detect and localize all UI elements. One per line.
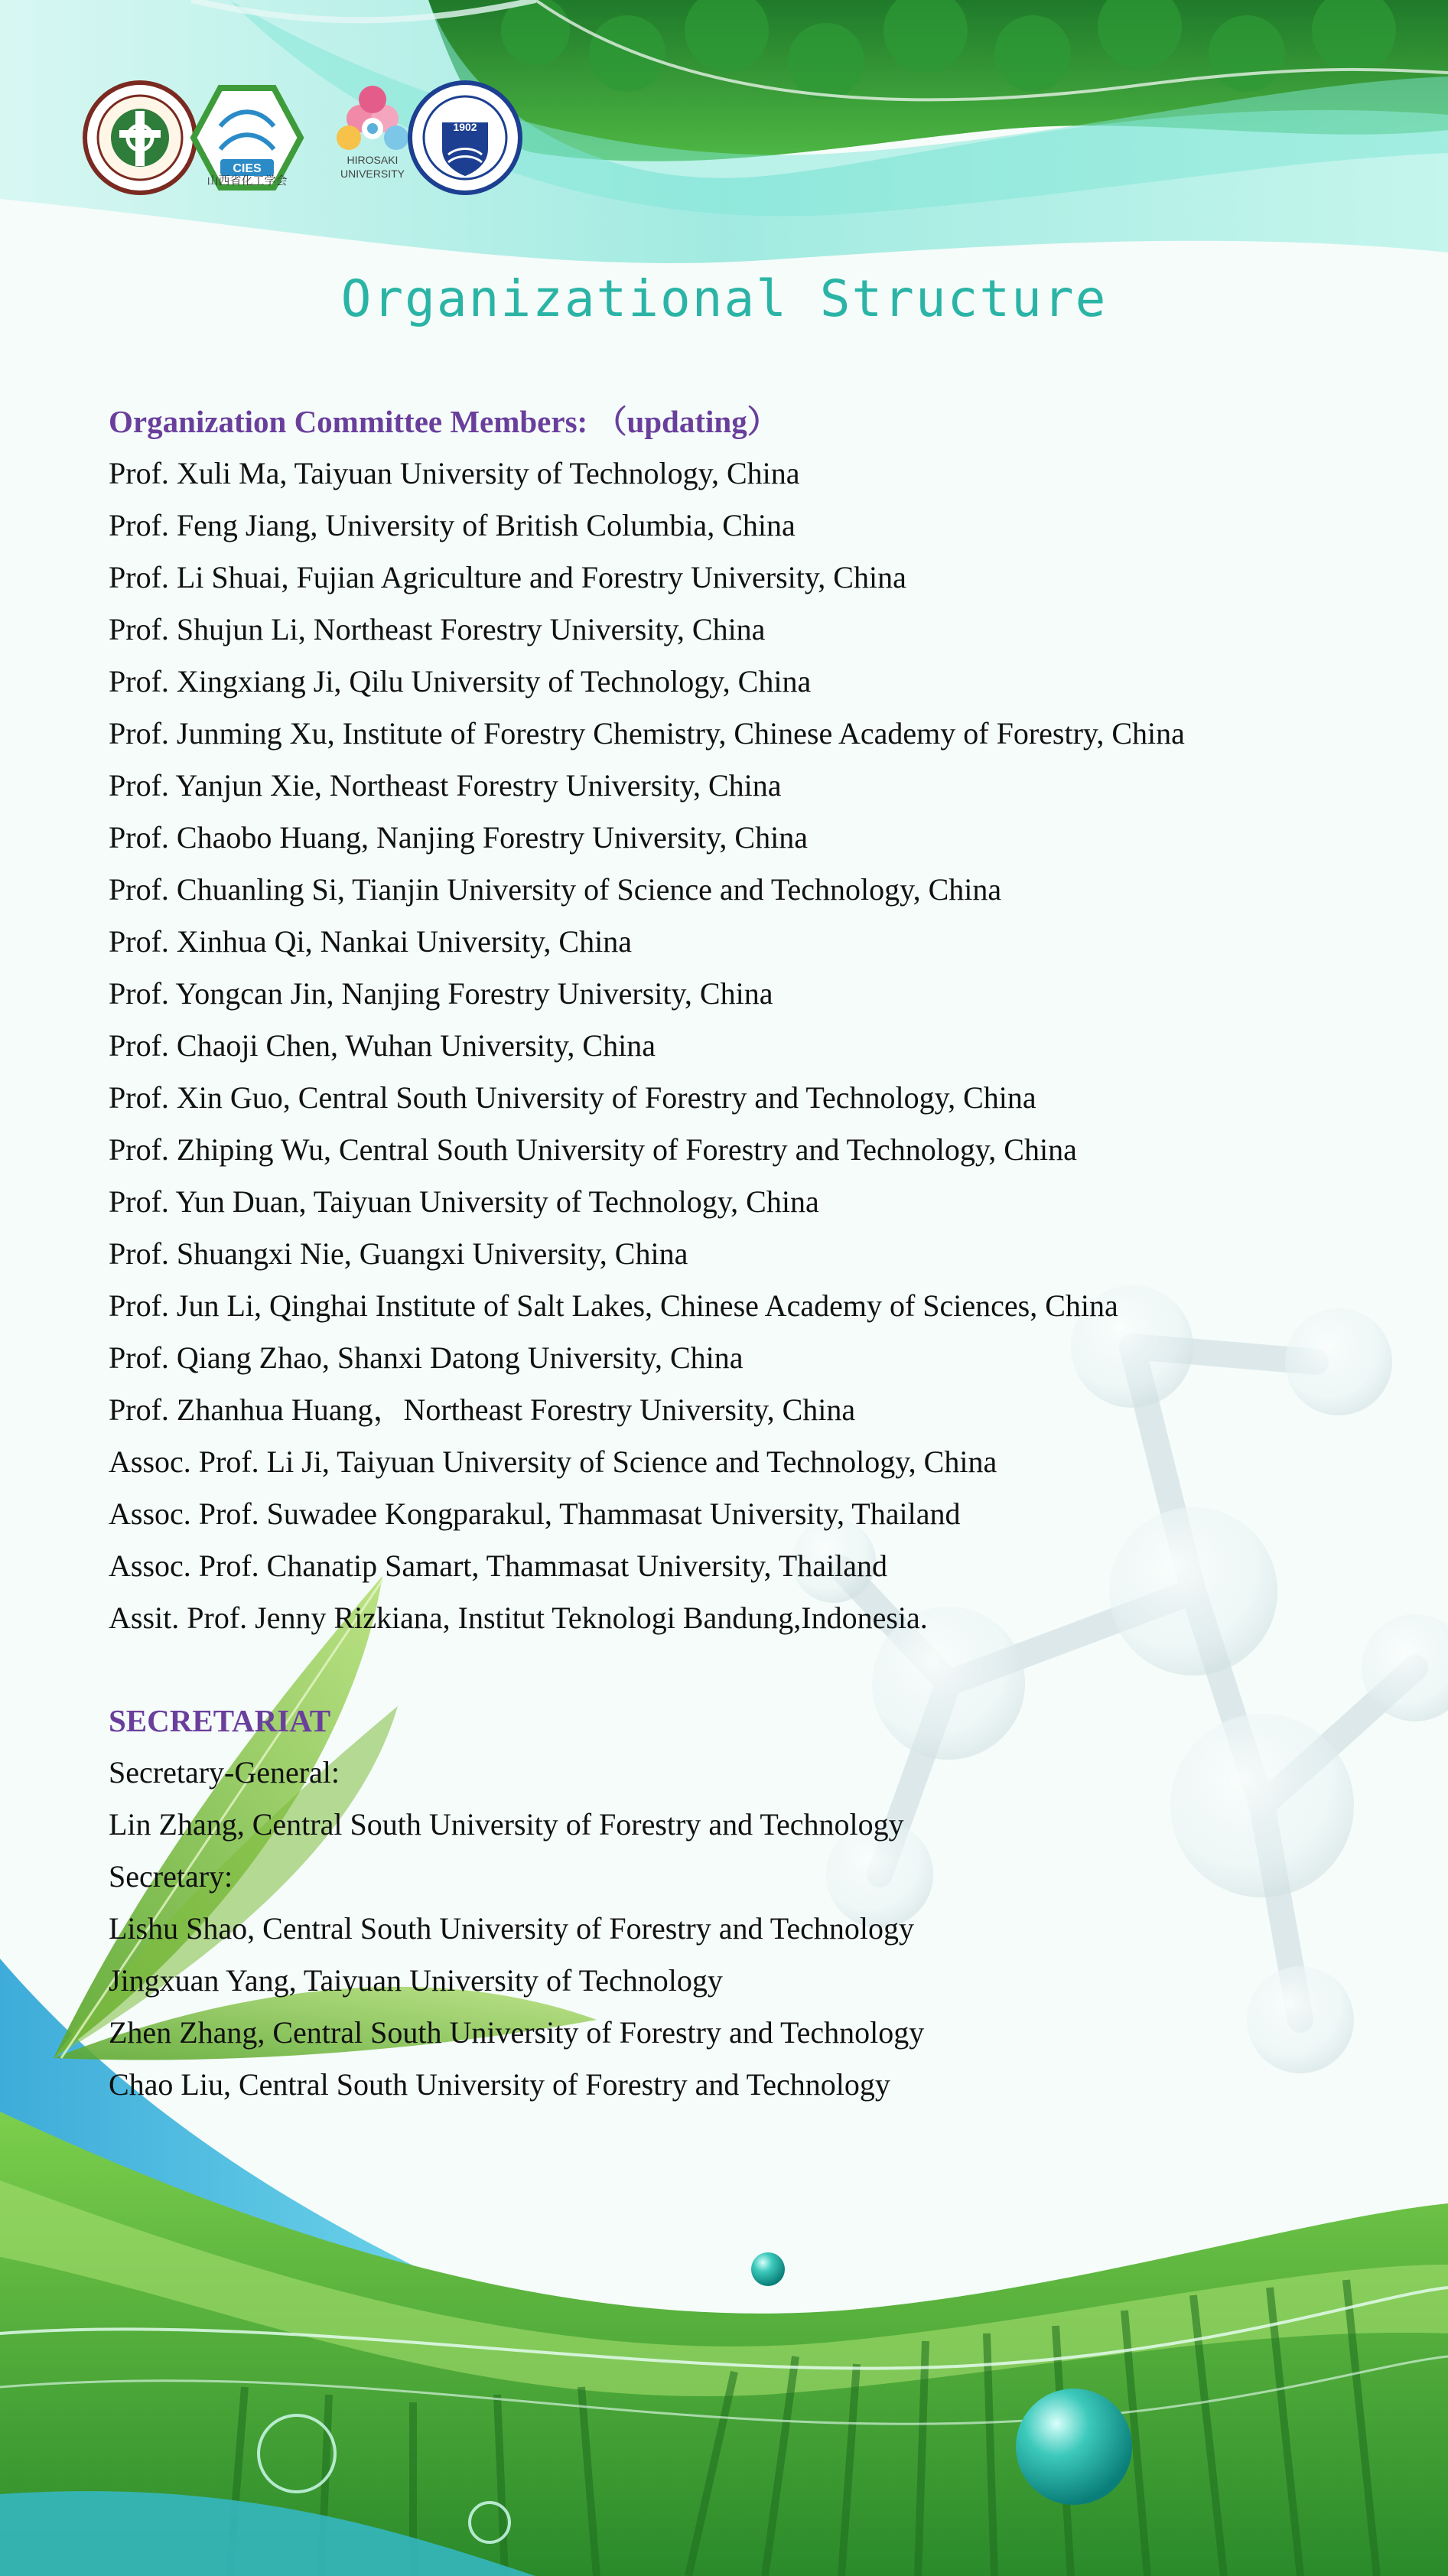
committee-member: Prof. Feng Jiang, University of British Columbia, China (109, 508, 796, 542)
committee-member: Assoc. Prof. Suwadee Kongparakul, Thammasat University, Thailand (109, 1496, 961, 1531)
committee-member: Prof. Chuanling Si, Tianjin University of Science and Technology, China (109, 872, 1002, 907)
committee-heading: Organization Committee Members: （updating） (109, 404, 779, 439)
cies-caption: 山西省化工学会 (207, 174, 288, 187)
committee-list (109, 448, 1409, 1644)
committee-member: Prof. Zhiping Wu, Central South University of Forestry and Technology, China (109, 1132, 1077, 1167)
secretariat-member: Chao Liu, Central South University of Forestry and Technology (109, 2067, 890, 2102)
cies-logo (194, 88, 301, 187)
secretary-general-label: Secretary-General: (109, 1755, 340, 1790)
svg-text:CIES: CIES (233, 162, 262, 175)
committee-member: Prof. Chaoji Chen, Wuhan University, China (109, 1028, 656, 1063)
committee-member: Prof. Qiang Zhao, Shanxi Datong University, China (109, 1340, 744, 1375)
hirosaki-caption: HIROSAKI UNIVERSITY (340, 154, 405, 180)
committee-member: Assit. Prof. Jenny Rizkiana, Institut Teknologi Bandung,Indonesia. (109, 1601, 928, 1635)
committee-member: Prof. Xinhua Qi, Nankai University, China (109, 924, 632, 959)
main-content (109, 396, 1409, 2111)
taiyuan-university-seal (410, 83, 520, 193)
secretariat-member: Lin Zhang, Central South University of Forestry and Technology (109, 1807, 904, 1842)
committee-member: Prof. Xingxiang Ji, Qilu University of Technology, China (109, 664, 812, 699)
committee-member: Prof. Yun Duan, Taiyuan University of Technology, China (109, 1184, 819, 1219)
page-title: Organizational Structure (340, 269, 1108, 328)
committee-member: Prof. Yanjun Xie, Northeast Forestry University, China (109, 768, 782, 803)
committee-member: Prof. Yongcan Jin, Nanjing Forestry University, China (109, 976, 773, 1011)
partner-logos (83, 77, 542, 207)
committee-member: Assoc. Prof. Li Ji, Taiyuan University of Science and Technology, China (109, 1444, 997, 1479)
committee-member: Prof. Shujun Li, Northeast Forestry University, China (109, 612, 766, 646)
secretariat-member: Jingxuan Yang, Taiyuan University of Technology (109, 1963, 723, 1998)
logo-row (83, 77, 542, 207)
secretariat-member: Lishu Shao, Central South University of Forestry and Technology (109, 1911, 915, 1946)
secretary-label: Secretary: (109, 1859, 233, 1894)
hirosaki-logo (337, 86, 408, 150)
taiyuan-seal-year: 1902 (453, 121, 477, 133)
committee-member: Assoc. Prof. Chanatip Samart, Thammasat University, Thailand (109, 1549, 887, 1583)
secretariat-heading: SECRETARIAT (109, 1703, 331, 1738)
secretariat-member: Zhen Zhang, Central South University of Forestry and Technology (109, 2015, 925, 2050)
committee-member: Prof. Xuli Ma, Taiyuan University of Technology, China (109, 456, 800, 490)
committee-member: Prof. Chaobo Huang, Nanjing Forestry University, China (109, 820, 808, 855)
committee-member: Prof. Xin Guo, Central South University of Forestry and Technology, China (109, 1080, 1036, 1115)
secretariat-list (109, 1747, 1409, 2111)
committee-member: Prof. Li Shuai, Fujian Agriculture and Forestry University, China (109, 560, 906, 594)
committee-member: Prof. Junming Xu, Institute of Forestry Chemistry, Chinese Academy of Forestry, China (109, 716, 1185, 751)
committee-member: Prof. Shuangxi Nie, Guangxi University, China (109, 1236, 688, 1271)
committee-member: Prof. Zhanhua Huang，Northeast Forestry University, China (109, 1392, 856, 1427)
forestry-university-seal (85, 83, 195, 193)
section-spacer (109, 1644, 1409, 1695)
committee-member: Prof. Jun Li, Qinghai Institute of Salt Lakes, Chinese Academy of Sciences, China (109, 1288, 1118, 1323)
